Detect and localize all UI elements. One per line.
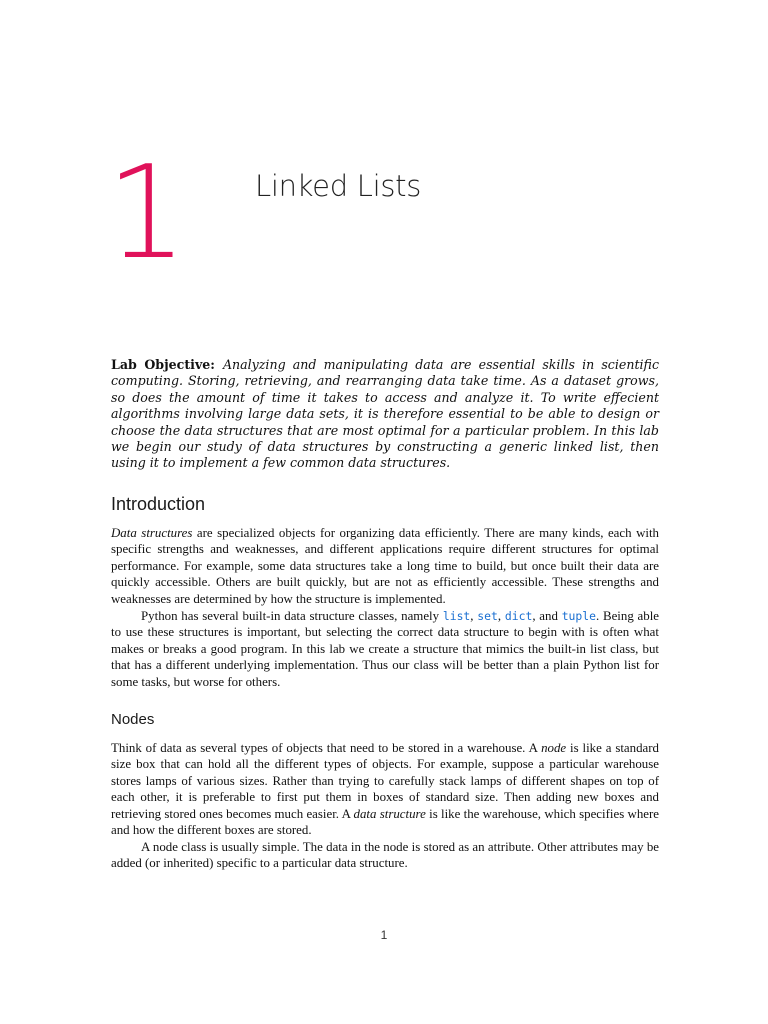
nodes-paragraph-1 — [111, 740, 659, 838]
code-list: list — [442, 609, 471, 623]
code-set: set — [477, 609, 498, 623]
introduction-paragraph-1 — [111, 525, 659, 607]
lab-objective-text: Analyzing and manipulating data are essential skills in scientific computing. Storing, retrieving, and rearranging data take time. As a dataset grows, so does the amount of time it takes to access and analyze it. To write effecient algorithms involving large data sets, it is therefore essential to be able to design or choose the data structures that are most optimal for a particular problem. In this lab we begin our study of data structures by constructing a generic linked list, then using it to implement a few common data structures. — [111, 357, 659, 471]
nodes-paragraph-1-text-c: is like the warehouse, which specifies where and how the different boxes are stored. — [111, 806, 659, 838]
nodes-paragraph-1-text-b: is like a standard size box that can hold all the different types of objects. For example, suppose a particular warehouse stores lamps of various sizes. Rather than trying to carefully stack lamps of different shapes on top of each other, it is preferable to first put them in boxes of standard size. Then adding new boxes and retrieving stored ones becomes much easier. A — [111, 741, 659, 821]
nodes-paragraph-2: A node class is usually simple. The data in the node is stored as an attribute. Other attributes may be added (or inherited) specific to a particular data structure. — [111, 840, 659, 871]
page-number: 1 — [380, 928, 388, 942]
separator: , — [497, 609, 505, 623]
lab-objective — [111, 357, 659, 472]
lab-objective-label: Lab Objective: — [111, 357, 215, 372]
data-structures-term: Data structures — [111, 526, 193, 540]
introduction-paragraph-2-start: Python has several built-in data structure classes, namely — [141, 609, 443, 623]
node-term: node — [541, 741, 567, 755]
chapter-number: 1 — [106, 139, 188, 288]
code-tuple: tuple — [561, 609, 596, 623]
data-structure-term: data structure — [353, 806, 426, 821]
separator: , — [470, 609, 478, 623]
introduction-heading: Introduction — [111, 494, 206, 514]
introduction-paragraph-2 — [111, 608, 659, 690]
chapter-title: Linked Lists — [255, 169, 422, 203]
separator: , and — [532, 609, 562, 623]
code-dict: dict — [504, 609, 533, 623]
introduction-paragraph-2-text: . Being able to use these structures is important, but selecting the correct data structure to begin with is often what makes or breaks a good program. In this lab we create a structure that mimics the built-in list class, but that has a different underlying implementation. Thus our class will be better than a plain Python list for some tasks, but worse for others. — [111, 609, 660, 689]
nodes-paragraph-1-text-a: Think of data as several types of objects that need to be stored in a warehouse. A — [111, 741, 542, 755]
nodes-heading: Nodes — [111, 711, 155, 728]
introduction-paragraph-1-text: are specialized objects for organizing data efficiently. There are many kinds, each with specific strengths and weaknesses, and different applications require different structures for optimal performance. For example, some data structures take a long time to build, but once built their data are quickly accessible. Others are built quickly, but are not as efficiently accessible. These strengths and weaknesses are determined by how the structure is implemented. — [111, 526, 659, 606]
